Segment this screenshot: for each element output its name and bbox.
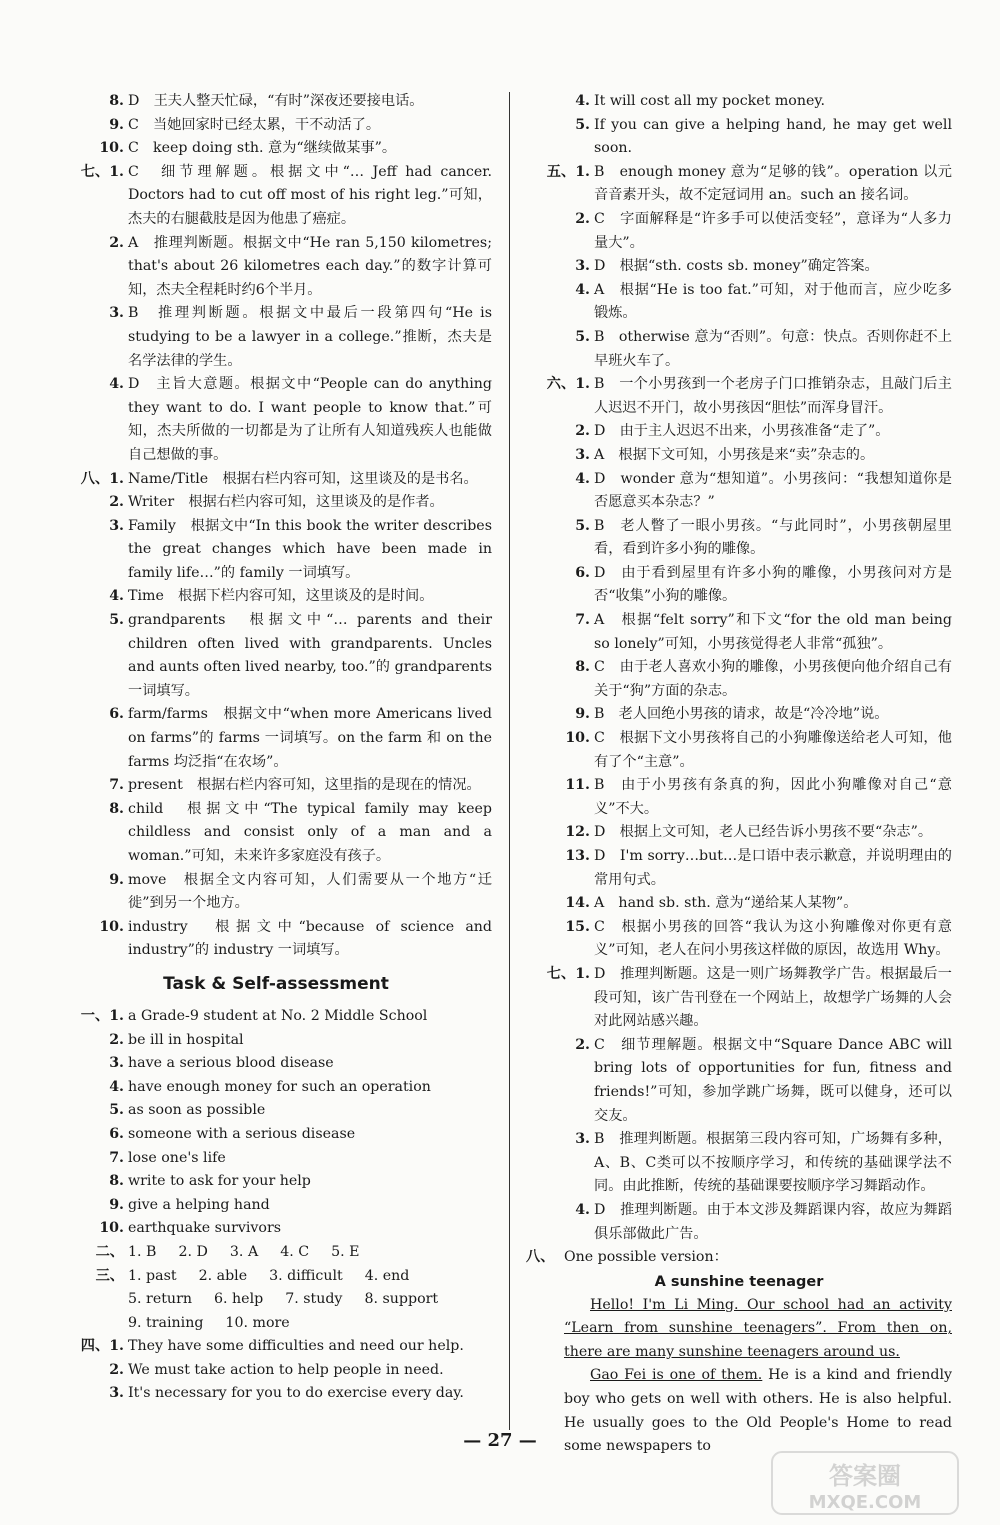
item-number: 8. xyxy=(575,659,590,676)
answer-text: B otherwise 意为“否则”。句意：快点。否则你赶不上早班火车了。 xyxy=(594,328,952,369)
item-number: 4. xyxy=(575,470,590,487)
answer-entry xyxy=(526,255,952,279)
answer-entry xyxy=(60,1382,492,1406)
answer-text: D 由于看到屋里有许多小狗的雕像，小男孩问对方是否“收集”小狗的雕像。 xyxy=(594,564,952,605)
answer-text: move 根据全文内容可知，人们需要从一个地方“迁徙”到另一个地方。 xyxy=(128,871,492,912)
item-number: 2. xyxy=(109,1031,124,1048)
answer-text: someone with a serious disease xyxy=(128,1125,356,1142)
item-number: 1. xyxy=(109,1338,124,1355)
answer-entry xyxy=(526,373,952,420)
answer-entry xyxy=(60,302,492,373)
item-number: 3. xyxy=(109,517,124,534)
item-number: 7. xyxy=(109,1149,124,1166)
answer-entry xyxy=(60,468,492,492)
essay-title: A sunshine teenager xyxy=(654,1273,824,1290)
answer-entry xyxy=(60,1005,492,1029)
answer-entry xyxy=(60,609,492,703)
section-2-answers: 二、 1. B 2. D 3. A 4. C 5. E xyxy=(60,1241,492,1265)
answer-text: industry 根据文中“because of science and industry”的 industry 一词填写。 xyxy=(128,918,492,959)
answer-entry xyxy=(60,703,492,774)
answer-entry xyxy=(60,137,492,161)
answer-entry xyxy=(526,1199,952,1246)
answer-text: D 由于主人迟迟不出来，小男孩准备“走了”。 xyxy=(594,423,890,440)
item-number: 5. xyxy=(109,1102,124,1119)
answer-entry xyxy=(526,1128,952,1199)
item-number: 12. xyxy=(565,824,590,841)
answer-entry xyxy=(60,1359,492,1383)
item-number: 9. xyxy=(575,706,590,723)
item-number: 14. xyxy=(565,895,590,912)
answer-entry xyxy=(60,1029,492,1053)
answer-text: A 根据下文可知，小男孩是来“卖”杂志的。 xyxy=(594,446,875,463)
answer-item: 3. difficult xyxy=(269,1267,343,1284)
item-number: 15. xyxy=(565,918,590,935)
item-number: 8. xyxy=(109,93,124,109)
item-number: 1. xyxy=(575,376,590,393)
answer-item: 5. return xyxy=(128,1291,192,1308)
answer-text: A 推理判断题。根据文中“He ran 5,150 kilometres; that's about 26 kilometres each day.”的数字计算可知，杰夫全程耗时约6个半月。 xyxy=(128,234,492,298)
answer-entry xyxy=(60,114,492,138)
answer-entry xyxy=(526,326,952,373)
section-heading: Task & Self-assessment xyxy=(163,973,389,994)
answer-text: B 推理判断题。根据文中最后一段第四句“He is studying to be a lawyer in a college.”推断，杰夫是名学法律的学生。 xyxy=(128,305,492,369)
item-number: 9. xyxy=(109,1196,124,1213)
answer-text: write to ask for your help xyxy=(128,1173,311,1190)
item-number: 5. xyxy=(575,116,590,133)
item-number: 10. xyxy=(99,140,124,157)
answer-text: It's necessary for you to do exercise every day. xyxy=(128,1385,464,1402)
item-number: 4. xyxy=(109,588,124,605)
task-answer-list xyxy=(60,1005,492,1241)
answer-item: 1. past xyxy=(128,1267,177,1284)
item-number: 3. xyxy=(109,1055,124,1072)
answer-entry xyxy=(60,1170,492,1194)
answer-text: B 由于小男孩有条真的狗，因此小狗雕像对自己“意义”不大。 xyxy=(594,777,952,817)
section-3-answers: 三、 1. past 2. able 3. difficult 4. end 5. return 6. help 7. study 8. support 9. training 10. more xyxy=(60,1265,492,1336)
section-label: 一、 xyxy=(80,1007,110,1024)
section-label: 六、 xyxy=(546,376,576,393)
answer-text: as soon as possible xyxy=(128,1102,266,1119)
answer-entry xyxy=(526,609,952,656)
item-number: 6. xyxy=(575,564,590,581)
answer-entry xyxy=(526,161,952,208)
answer-entry xyxy=(60,1052,492,1076)
answer-text: D 根据上文可知，老人已经告诉小男孩不要“杂志”。 xyxy=(594,824,933,841)
answer-list-left xyxy=(60,90,492,963)
answer-item: 2. able xyxy=(198,1267,248,1284)
item-number: 10. xyxy=(99,1220,124,1237)
answer-item: 4. end xyxy=(364,1267,410,1284)
answer-text: A 根据“He is too fat.”可知，对于他而言，应少吃多锻炼。 xyxy=(594,281,952,322)
answer-text: C 根据小男孩的回答“我认为这小狗雕像对你更有意义”可知，老人在问小男孩这样做的原因，故选用 Why。 xyxy=(594,918,952,959)
item-number: 2. xyxy=(575,1036,590,1053)
item-number: 7. xyxy=(575,612,590,629)
answer-text: earthquake survivors xyxy=(128,1220,282,1237)
item-number: 10. xyxy=(565,730,590,747)
item-number: 10. xyxy=(99,918,124,935)
answer-entry xyxy=(60,585,492,609)
essay-paragraph-1: Hello! I'm Li Ming. Our school had an activity “Learn from sunshine teenagers”. From then on, there are many sunshine teenagers around us. xyxy=(564,1296,952,1360)
answer-entry xyxy=(526,656,952,703)
answer-item: 2. D xyxy=(178,1243,208,1260)
answer-entry xyxy=(60,515,492,586)
answer-item: 4. C xyxy=(280,1243,310,1260)
answer-text: They have some difficulties and need our help. xyxy=(128,1338,464,1355)
answer-entry xyxy=(60,1194,492,1218)
watermark-logo xyxy=(770,1448,960,1518)
answer-entry xyxy=(60,774,492,798)
answer-item: 3. A xyxy=(229,1243,259,1260)
answer-item: 9. training xyxy=(128,1314,204,1331)
answer-text: It will cost all my pocket money. xyxy=(594,93,826,109)
answer-entry xyxy=(526,90,952,114)
answer-entry xyxy=(526,279,952,326)
item-number: 1. xyxy=(109,470,124,487)
item-number: 8. xyxy=(109,800,124,817)
answer-text: present 根据右栏内容可知，这里指的是现在的情况。 xyxy=(128,777,481,794)
answer-text: C keep doing sth. 意为“继续做某事”。 xyxy=(128,140,397,157)
section-label: 五、 xyxy=(546,163,576,180)
answer-entry xyxy=(60,1147,492,1171)
section-label: 七、 xyxy=(546,965,576,982)
answer-text: be ill in hospital xyxy=(128,1031,244,1048)
item-number: 5. xyxy=(575,517,590,534)
item-number: 13. xyxy=(565,848,590,864)
item-number: 4. xyxy=(575,281,590,298)
answer-text: Time 根据下栏内容可知，这里谈及的是时间。 xyxy=(128,588,434,605)
answer-text: farm/farms 根据文中“when more Americans lived on farms”的 farms 一词填写。on the farm 和 on the farms 均泛指“在农场”。 xyxy=(128,706,492,770)
answer-entry xyxy=(526,727,952,774)
answer-item: 7. study xyxy=(285,1291,343,1308)
answer-text: D 推理判断题。由于本文涉及舞蹈课内容，故应为舞蹈俱乐部做此广告。 xyxy=(594,1201,952,1242)
item-number: 5. xyxy=(109,612,124,629)
answer-entry xyxy=(60,90,492,114)
answer-text: have a serious blood disease xyxy=(128,1055,334,1072)
answer-list-right xyxy=(526,90,952,1246)
answer-text: C 由于老人喜欢小狗的雕像，小男孩便向他介绍自己有关于“狗”方面的杂志。 xyxy=(594,659,952,699)
page-number: — 27 — xyxy=(463,1430,537,1451)
answer-text: B 推理判断题。根据第三段内容可知，广场舞有多种，A、B、C类可以不按顺序学习，和传统的基础课学法不同。由此推断，传统的基础课要按顺序学习舞蹈动作。 xyxy=(594,1131,952,1195)
answer-item: 1. B xyxy=(128,1243,157,1260)
answer-entry xyxy=(526,468,952,515)
answer-entry xyxy=(60,373,492,467)
answer-text: If you can give a helping hand, he may get well soon. xyxy=(594,116,952,157)
answer-item: 8. support xyxy=(364,1291,439,1308)
item-number: 2. xyxy=(575,210,590,227)
item-number: 3. xyxy=(109,305,124,322)
answer-text: D 推理判断题。这是一则广场舞教学广告。根据最后一段可知，该广告刊登在一个网站上，故想学广场舞的人会对此网站感兴趣。 xyxy=(594,965,952,1030)
item-number: 9. xyxy=(109,116,124,133)
answer-entry xyxy=(60,1099,492,1123)
answer-text: D 王夫人整天忙碌，“有时”深夜还要接电话。 xyxy=(128,93,424,109)
answer-entry xyxy=(60,916,492,963)
item-number: 3. xyxy=(575,446,590,463)
answer-text: D I'm sorry…but…是口语中表示歉意，并说明理由的常用句式。 xyxy=(594,848,952,888)
item-number: 9. xyxy=(109,871,124,888)
answer-entry xyxy=(526,515,952,562)
answer-text: D wonder 意为“想知道”。小男孩问：“我想知道你是否愿意买本杂志？” xyxy=(594,470,952,511)
answer-entry xyxy=(526,1034,952,1128)
answer-entry xyxy=(526,703,952,727)
item-number: 3. xyxy=(575,258,590,275)
answer-entry xyxy=(60,232,492,303)
answer-entry xyxy=(526,845,952,892)
item-number: 6. xyxy=(109,706,124,723)
answer-text: lose one's life xyxy=(128,1149,226,1166)
answer-entry xyxy=(526,892,952,916)
answer-entry xyxy=(60,1076,492,1100)
answer-text: We must take action to help people in need. xyxy=(128,1361,444,1378)
answer-entry xyxy=(60,869,492,916)
answer-entry xyxy=(526,208,952,255)
answer-text: grandparents 根据文中“… parents and their children often lived with grandparents. Uncles and aunts often lived nearby, too.”的 grandparents 一词填写。 xyxy=(128,612,492,699)
item-number: 8. xyxy=(109,1173,124,1190)
item-number: 4. xyxy=(109,376,124,393)
answer-text: a Grade-9 student at No. 2 Middle School xyxy=(128,1007,428,1024)
answer-item: 6. help xyxy=(213,1291,264,1308)
answer-entry xyxy=(60,1217,492,1241)
item-number: 3. xyxy=(575,1131,590,1148)
answer-text: B enough money 意为“足够的钱”。operation 以元音音素开头，故不定冠词用 an。such an 接名词。 xyxy=(594,163,952,204)
item-number: 2. xyxy=(109,1361,124,1378)
answer-entry xyxy=(526,114,952,161)
section-label: 八、 xyxy=(80,470,110,487)
left-column xyxy=(60,90,492,1406)
item-number: 5. xyxy=(575,328,590,345)
answer-text: D 主旨大意题。根据文中“People can do anything they want to do. I want people to know that.”可知，杰夫所做的一切都是为了让所有人知道残疾人也能做自己想做的事。 xyxy=(128,376,492,463)
answer-text: C 字面解释是“许多手可以使活变轻”，意译为“人多力量大”。 xyxy=(594,210,952,251)
item-number: 1. xyxy=(575,965,590,982)
essay-paragraph-2: Gao Fei is one of them. He is a kind and friendly boy who gets on well with others. He is also helpful. He usually goes to the Old People's Home to read some newspapers to xyxy=(564,1367,952,1455)
svg-text:MXQE.COM: MXQE.COM xyxy=(808,1492,922,1513)
item-number: 1. xyxy=(575,163,590,180)
answer-entry xyxy=(526,774,952,821)
answer-text: B 一个小男孩到一个老房子门口推销杂志，且敲门后主人迟迟不开门，故小男孩因“胆怯”而浑身冒汗。 xyxy=(594,376,952,416)
answer-entry xyxy=(60,798,492,869)
answer-entry xyxy=(60,161,492,232)
item-number: 3. xyxy=(109,1385,124,1402)
answer-text: Family 根据文中“In this book the writer describes the great changes which have been made in family life…”的 family 一词填写。 xyxy=(128,517,492,581)
answer-text: C 当她回家时已经太累，干不动活了。 xyxy=(128,116,381,133)
section-8-intro: 八、 One possible version： xyxy=(526,1249,728,1266)
answer-entry xyxy=(60,491,492,515)
item-number: 4. xyxy=(575,1201,590,1218)
item-number: 4. xyxy=(575,93,590,109)
item-number: 2. xyxy=(109,494,124,511)
answer-entry xyxy=(60,1335,492,1359)
answer-text: give a helping hand xyxy=(128,1196,270,1213)
section-4-answers xyxy=(60,1335,492,1406)
answer-text: child 根据文中“The typical family may keep childless and consist only of a man and a woman.”可知，未来许多家庭没有孩子。 xyxy=(128,800,492,864)
answer-text: B 老人回绝小男孩的请求，故是“冷冷地”说。 xyxy=(594,706,889,723)
right-column xyxy=(526,90,952,1459)
item-number: 7. xyxy=(109,777,124,794)
answer-text: Name/Title 根据右栏内容可知，这里谈及的是书名。 xyxy=(128,470,478,487)
answer-text: Writer 根据右栏内容可知，这里谈及的是作者。 xyxy=(128,494,444,511)
answer-text: C 细节理解题。根据文中“… Jeff had cancer. Doctors had to cut off most of his right leg.”可知，杰夫的右腿截肢是因为他患了癌症。 xyxy=(128,163,492,227)
item-number: 6. xyxy=(109,1125,124,1142)
answer-entry xyxy=(526,916,952,963)
item-number: 2. xyxy=(109,234,124,251)
answer-text: have enough money for such an operation xyxy=(128,1078,431,1095)
answer-entry xyxy=(526,963,952,1034)
column-divider xyxy=(509,92,510,1430)
item-number: 1. xyxy=(109,163,124,180)
answer-entry xyxy=(60,1123,492,1147)
item-number: 1. xyxy=(109,1007,124,1024)
answer-entry xyxy=(526,562,952,609)
svg-text:答案圈: 答案圈 xyxy=(829,1462,901,1490)
answer-item: 10. more xyxy=(225,1314,290,1331)
answer-text: B 老人瞥了一眼小男孩。“与此同时”，小男孩朝屋里看，看到许多小狗的雕像。 xyxy=(594,517,952,558)
section-label: 四、 xyxy=(80,1338,110,1355)
answer-entry xyxy=(526,821,952,845)
answer-text: A 根据“felt sorry”和下文“for the old man being so lonely”可知，小男孩觉得老人非常“孤独”。 xyxy=(594,612,952,652)
item-number: 4. xyxy=(109,1078,124,1095)
answer-entry xyxy=(526,420,952,444)
answer-item: 5. E xyxy=(331,1243,360,1260)
answer-text: A hand sb. sth. 意为“递给某人某物”。 xyxy=(594,895,858,912)
answer-text: C 细节理解题。根据文中“Square Dance ABC will bring lots of opportunities for fun, fitness and friends!”可知，参加学跳广场舞，既可以健身，还可以交友。 xyxy=(594,1036,952,1124)
answer-text: D 根据“sth. costs sb. money”确定答案。 xyxy=(594,258,879,275)
section-label: 七、 xyxy=(80,163,110,180)
item-number: 2. xyxy=(575,423,590,440)
answer-entry xyxy=(526,444,952,468)
item-number: 11. xyxy=(565,777,590,794)
answer-text: C 根据下文小男孩将自己的小狗雕像送给老人可知，他有了个“主意”。 xyxy=(594,730,952,770)
